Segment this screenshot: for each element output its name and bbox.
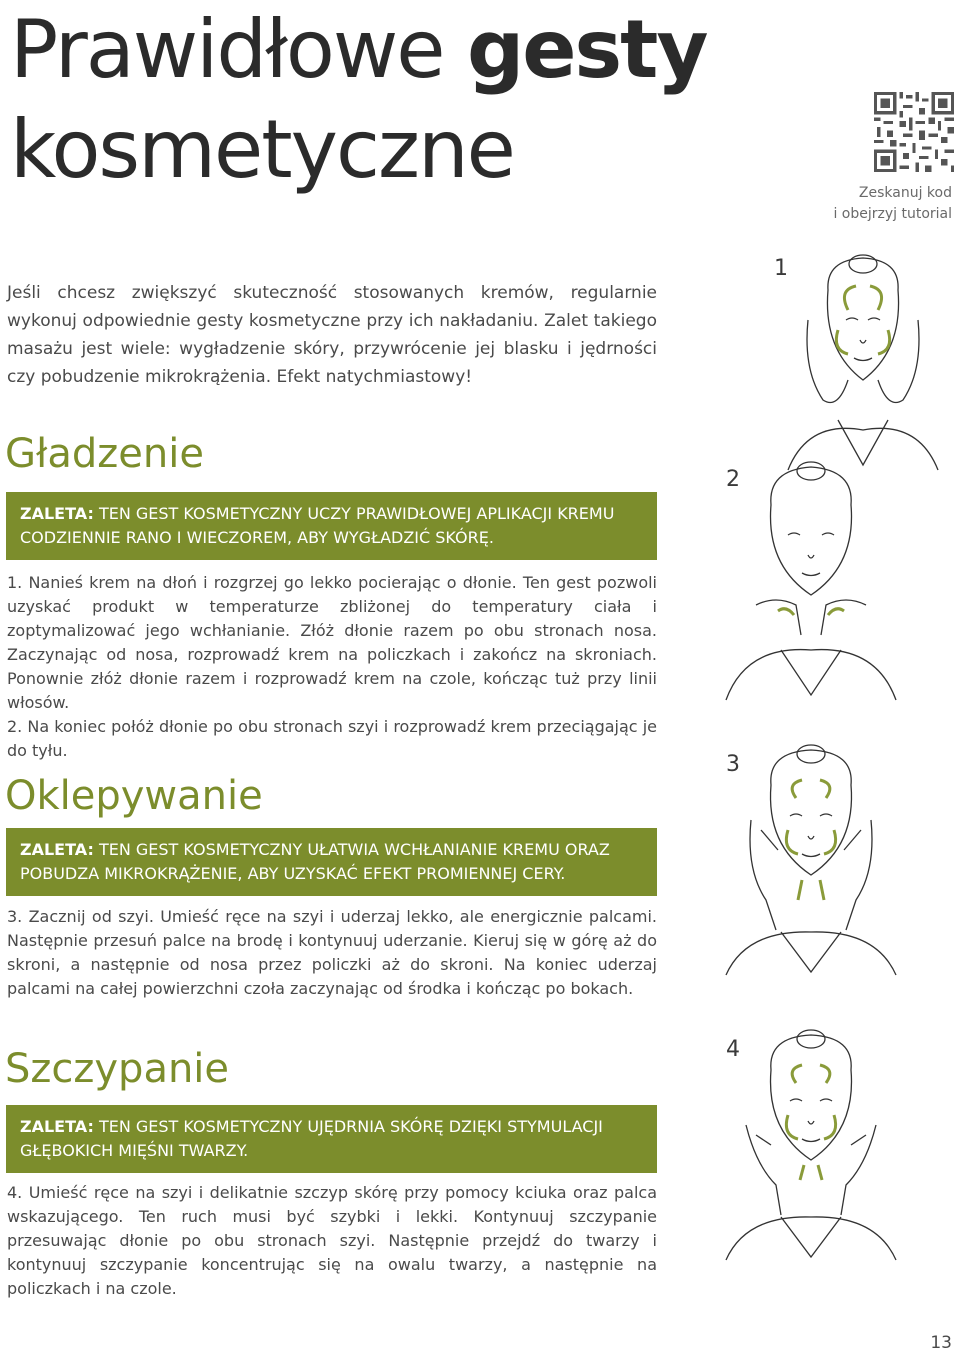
- illustration-number: 1: [774, 256, 788, 281]
- page-title: [10, 0, 706, 200]
- illustration-number: 3: [726, 752, 740, 777]
- illustration-4: [716, 1025, 906, 1245]
- section-body-gladzenie: 1. Nanieś krem na dłoń i rozgrzej go lekko pocierając o dłonie. Ten gest pozwoli uzyskać produkt w temperaturze zbliżonej do temperatury ciała i zoptymalizować jego wchłanianie. Złóż dłonie razem po obu stronach nosa. Zaczynając od nosa, rozprowadź krem na policzkach i zakończ na skroniach. Ponownie złóż dłonie razem i rozprowadź krem na czole, kończąc tuż przy linii włosów. 2. Na koniec połóż dłonie po obu stronach szyi i rozprowadź krem przeciągając je do tyłu.: [7, 573, 657, 760]
- illustration-number: 4: [726, 1037, 740, 1062]
- banner-lead: ZALETA:: [20, 504, 94, 523]
- banner-lead: ZALETA:: [20, 840, 94, 859]
- qr-caption: [833, 183, 952, 225]
- illustration-2: [716, 455, 906, 675]
- banner-text: TEN GEST KOSMETYCZNY UŁATWIA WCHŁANIANIE KREMU ORAZ POBUDZA MIKROKRĄŻENIE, ABY UZYSKAĆ EFEKT PROMIENNEJ CERY.: [20, 840, 610, 883]
- section-body-szczypanie: 4. Umieść ręce na szyi i delikatnie szczyp skórę przy pomocy kciuka oraz palca wskazującego. Ten ruch musi być szybki i lekki. Kontynuuj szczypanie przesuwając dłonie po obu stronach szyi. Następnie przejdź do twarzy i kontynuuj szczypanie koncentrując się na owalu twarzy, a następnie na policzkach i na czole.: [7, 1183, 657, 1298]
- qr-code-icon[interactable]: [874, 92, 954, 172]
- title-bold-part: gesty: [466, 3, 707, 96]
- banner-text: TEN GEST KOSMETYCZNY UJĘDRNIA SKÓRĘ DZIĘKI STYMULACJI GŁĘBOKICH MIĘŚNI TWARZY.: [20, 1117, 603, 1160]
- illustration-number: 2: [726, 467, 740, 492]
- qr-caption-line-1: Zeskanuj kod: [858, 185, 952, 201]
- benefit-banner-szczypanie: [6, 1105, 657, 1173]
- benefit-banner-oklepywanie: [6, 828, 657, 896]
- illustration-1: [768, 250, 958, 470]
- qr-caption-line-2: i obejrzyj tutorial: [833, 206, 952, 222]
- face-massage-forehead-cheeks-icon: [768, 250, 958, 480]
- face-massage-neck-icon: [716, 455, 906, 705]
- benefit-banner-gladzenie: [6, 492, 657, 560]
- section-body-oklepywanie: 3. Zacznij od szyi. Umieść ręce na szyi i uderzaj lekko, ale energicznie palcami. Następnie przesuń palce na brodę i kontynuuj uderzanie. Kieruj się w górę aż do skroni, a następnie od nosa przez policzki aż do skroni. Na koniec uderzaj palcami na całej powierzchni czoła zaczynając od środka i kończąc po bokach.: [7, 907, 657, 998]
- section-title-szczypanie: Szczypanie: [5, 1046, 230, 1092]
- section-title-gladzenie: Gładzenie: [5, 431, 204, 477]
- banner-lead: ZALETA:: [20, 1117, 94, 1136]
- illustration-3: [716, 740, 906, 960]
- page-number: 13: [930, 1333, 952, 1353]
- title-line-2: kosmetyczne: [10, 103, 514, 196]
- section-title-oklepywanie: Oklepywanie: [5, 773, 263, 819]
- title-light-part: Prawidłowe: [10, 3, 467, 96]
- intro-paragraph: Jeśli chcesz zwiększyć skuteczność stosowanych kremów, regularnie wykonuj odpowiednie gesty kosmetyczne przy ich nakładaniu. Zalet takiego masażu jest wiele: wygładzenie skóry, przywrócenie jej blasku i jędrności czy pobudzenie mikrokrążenia. Efekt natychmiastowy!: [7, 283, 657, 387]
- face-tapping-icon: [716, 740, 906, 980]
- banner-text: TEN GEST KOSMETYCZNY UCZY PRAWIDŁOWEJ APLIKACJI KREMU CODZIENNIE RANO I WIECZOREM, ABY WYGŁADZIĆ SKÓRĘ.: [20, 504, 615, 547]
- face-pinching-icon: [716, 1025, 906, 1265]
